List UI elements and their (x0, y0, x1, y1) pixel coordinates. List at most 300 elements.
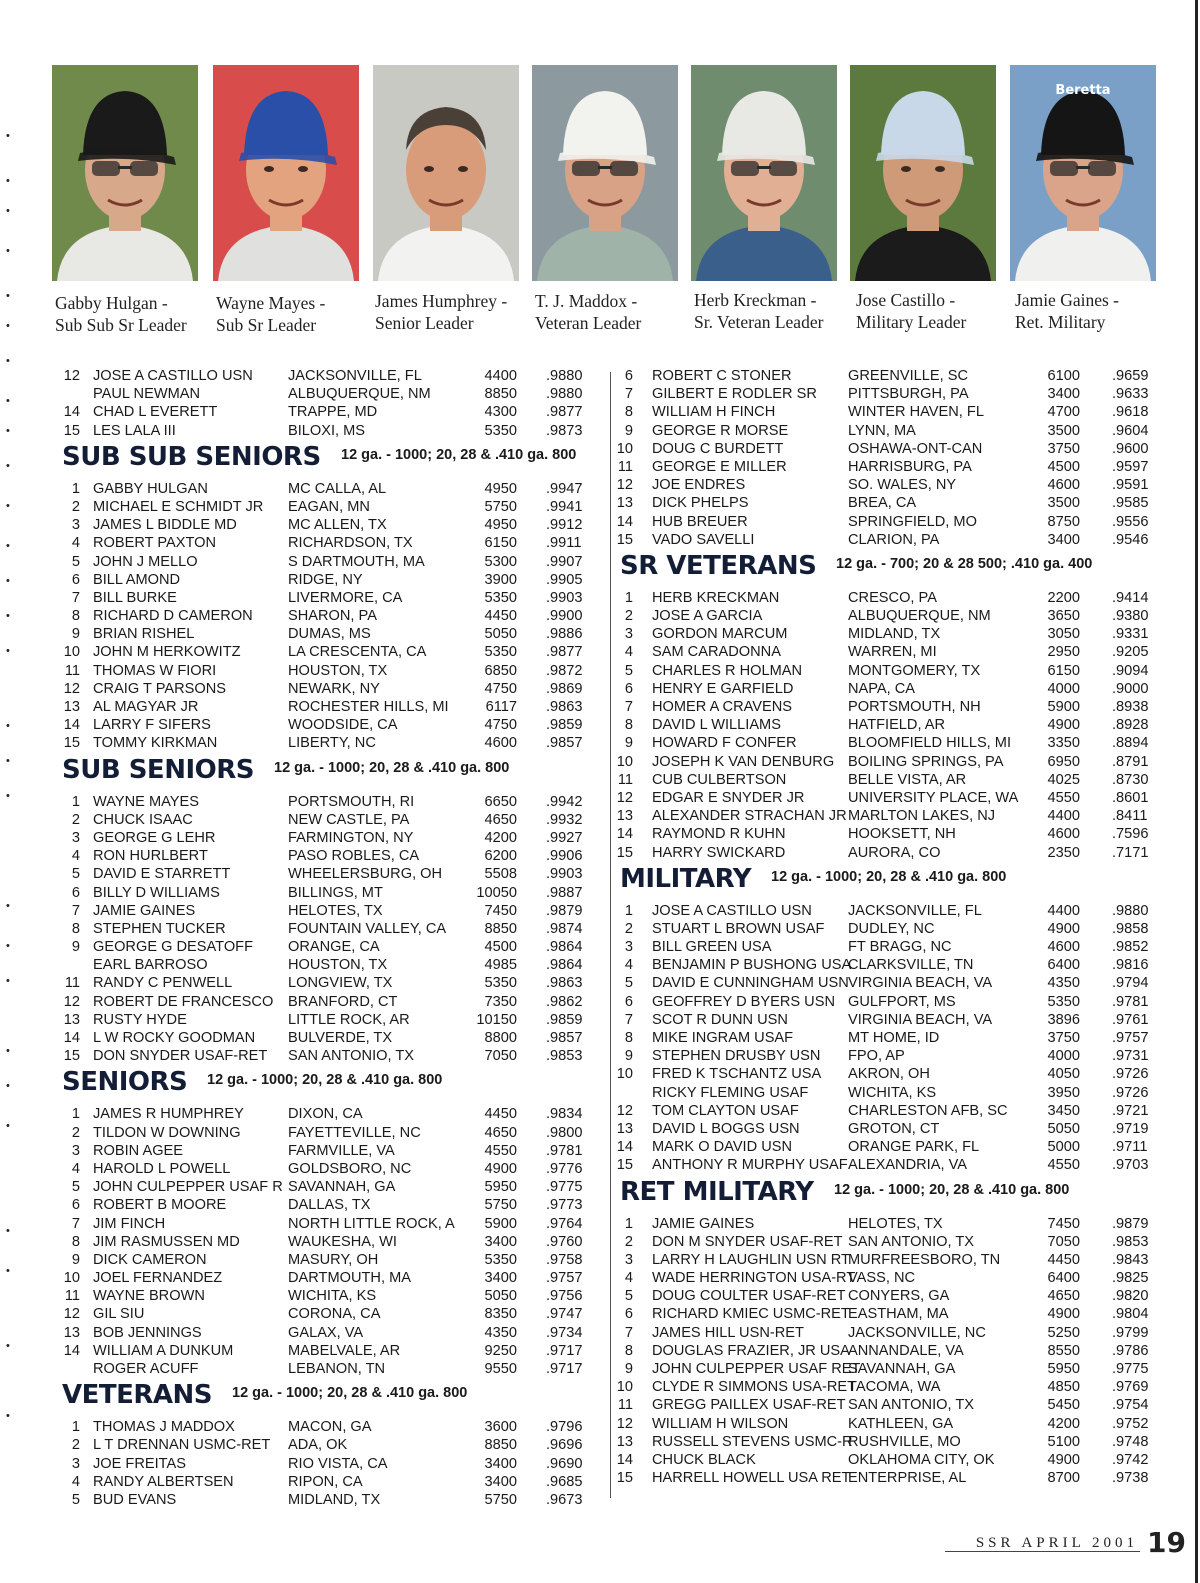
hometown: HELOTES, TX (288, 902, 383, 919)
targets: 4550 (1047, 1157, 1080, 1174)
average: .9912 (546, 517, 583, 534)
shooter-name: DAVID E STARRETT (93, 866, 231, 883)
hometown: SO. WALES, NY (848, 477, 957, 494)
margin-mark: • (6, 540, 10, 552)
targets: 5100 (1047, 1433, 1080, 1450)
rank: 8 (624, 717, 633, 734)
result-row (62, 589, 602, 607)
average: .9703 (1112, 1157, 1149, 1174)
average: .9880 (546, 386, 583, 403)
section-header (62, 1069, 602, 1105)
shooter-name: ROBERT B MOORE (93, 1197, 227, 1214)
shooter-name: WAYNE BROWN (93, 1288, 205, 1305)
targets: 4600 (484, 735, 517, 752)
shooter-name: CUB CULBERTSON (652, 771, 787, 788)
rank: 12 (616, 477, 633, 494)
hometown: TRAPPE, MD (288, 404, 378, 421)
rank: 3 (624, 939, 633, 956)
rank: 2 (71, 811, 80, 828)
hometown: BRANFORD, CT (288, 993, 398, 1010)
result-row (620, 1233, 1160, 1251)
shooter-name: JAMIE GAINES (93, 902, 196, 919)
rank: 2 (71, 1437, 80, 1454)
average: .9731 (1112, 1048, 1149, 1065)
average: .9756 (546, 1288, 583, 1305)
result-row (62, 1251, 602, 1269)
result-row (62, 643, 602, 661)
targets: 5250 (1047, 1324, 1080, 1341)
rank: 6 (624, 1306, 633, 1323)
rank: 1 (624, 589, 633, 606)
hometown: EASTHAM, MA (848, 1306, 949, 1323)
hometown: NORTH LITTLE ROCK, A (288, 1215, 455, 1232)
shooter-name: GORDON MARCUM (652, 626, 788, 643)
result-row (620, 716, 1160, 734)
result-row (620, 1029, 1160, 1047)
average: .9911 (546, 535, 582, 552)
result-row (62, 516, 602, 534)
shooter-name: JOE FREITAS (93, 1455, 186, 1472)
hometown: VASS, NC (848, 1270, 916, 1287)
shooter-name: RON HURLBERT (93, 848, 208, 865)
result-row (62, 1360, 602, 1378)
hometown: RIPON, CA (288, 1473, 363, 1490)
hometown: BULVERDE, TX (288, 1030, 393, 1046)
rank: 11 (64, 662, 80, 679)
targets: 4400 (1047, 808, 1080, 825)
average: .9717 (546, 1361, 583, 1377)
hometown: ALEXANDRIA, VA (848, 1157, 967, 1174)
average: .7596 (1112, 826, 1149, 843)
shooter-name: THOMAS W FIORI (93, 662, 217, 679)
hometown: NEWARK, NY (288, 680, 380, 697)
result-row (62, 1455, 602, 1473)
average: .9800 (546, 1124, 583, 1141)
average: .9000 (1112, 680, 1149, 697)
targets: 4750 (484, 680, 517, 697)
targets: 4600 (1047, 939, 1080, 956)
targets: 7350 (484, 993, 517, 1010)
shooter-name: EARL BARROSO (93, 957, 208, 974)
shooter-name: THOMAS J MADDOX (93, 1419, 235, 1436)
shooter-name: DAVID E CUNNINGHAM USN (652, 975, 849, 992)
average: .9618 (1112, 404, 1149, 421)
targets: 6150 (1047, 662, 1080, 679)
rank: 1 (71, 793, 80, 810)
shooter-name: DON SNYDER USAF-RET (93, 1048, 268, 1065)
shooter-name: WILLIAM H FINCH (652, 404, 776, 421)
shooter-name: EDGAR E SNYDER JR (652, 789, 805, 806)
shooter-name: GEORGE R MORSE (652, 422, 789, 439)
average: .9747 (546, 1306, 583, 1323)
average: .9825 (1112, 1270, 1149, 1287)
shooter-name: GABBY HULGAN (93, 480, 208, 497)
shooter-name: BILLY D WILLIAMS (93, 884, 220, 901)
rank: 5 (71, 866, 80, 883)
hometown: OKLAHOMA CITY, OK (848, 1451, 995, 1468)
shooter-name: WADE HERRINGTON USA-RT (652, 1270, 856, 1287)
targets: 5900 (1047, 699, 1080, 715)
margin-mark: • (6, 720, 10, 732)
average: .9927 (546, 829, 583, 846)
leader-photo (532, 65, 678, 281)
result-row (616, 1102, 1160, 1120)
hometown: ORANGE PARK, FL (848, 1139, 980, 1156)
page-number: 19 (1147, 1526, 1186, 1559)
hometown: VIRGINIA BEACH, VA (848, 1011, 993, 1028)
targets: 3750 (1047, 1030, 1080, 1046)
average: .9775 (1112, 1361, 1149, 1377)
hometown: NAPA, CA (848, 680, 916, 697)
result-row (62, 793, 602, 811)
targets: 4200 (1047, 1415, 1080, 1432)
rank: 7 (624, 1011, 633, 1028)
margin-mark: • (6, 460, 10, 472)
average: .9742 (1112, 1451, 1149, 1468)
shooter-name: DOUG C BURDETT (652, 440, 784, 457)
shooter-name: JOSEPH K VAN DENBURG (652, 753, 835, 770)
targets: 8800 (484, 1030, 517, 1046)
targets: 8700 (1047, 1470, 1080, 1487)
hometown: GROTON, CT (848, 1120, 940, 1137)
hometown: MC ALLEN, TX (288, 517, 387, 534)
hometown: LYNN, MA (848, 422, 916, 439)
targets: 4450 (484, 1106, 517, 1123)
average: .9853 (546, 1048, 583, 1065)
result-row (616, 1451, 1160, 1469)
rank: 5 (71, 553, 80, 570)
rank: 12 (63, 993, 80, 1010)
shooter-name: GEORGE E MILLER (652, 458, 787, 475)
result-row (616, 753, 1160, 771)
section-header (62, 1382, 602, 1418)
rank: 10 (63, 1270, 80, 1287)
shooter-name: JOSE A GARCIA (652, 608, 763, 625)
shooter-name: WILLIAM A DUNKUM (93, 1342, 234, 1359)
rank: 2 (624, 608, 633, 625)
hometown: CRESCO, PA (848, 589, 937, 606)
result-row (62, 993, 602, 1011)
margin-mark: • (6, 1340, 10, 1352)
rank: 10 (616, 1066, 633, 1083)
hometown: SAN ANTONIO, TX (848, 1397, 974, 1414)
shooter-name: RANDY ALBERTSEN (93, 1473, 234, 1490)
hometown: LEBANON, TN (288, 1361, 386, 1377)
result-row (62, 1178, 602, 1196)
result-row (62, 847, 602, 865)
targets: 5450 (1047, 1397, 1080, 1414)
shooter-name: TOMMY KIRKMAN (93, 735, 218, 752)
hometown: ALBUQUERQUE, NM (288, 386, 431, 403)
hometown: BLOOMFIELD HILLS, MI (848, 735, 1012, 752)
margin-mark: • (6, 355, 10, 367)
result-row (62, 902, 602, 920)
targets: 4700 (1047, 404, 1080, 421)
targets: 5300 (484, 553, 517, 570)
shooter-name: ROGER ACUFF (93, 1361, 199, 1377)
hometown: S DARTMOUTH, MA (288, 553, 425, 570)
targets: 4600 (1047, 477, 1080, 494)
hometown: WICHITA, KS (848, 1084, 937, 1101)
shooter-name: L W ROCKY GOODMAN (93, 1030, 256, 1046)
shooter-name: RANDY C PENWELL (93, 975, 233, 992)
average: .9857 (546, 735, 583, 752)
hometown: FPO, AP (848, 1048, 905, 1065)
rank: 9 (624, 1048, 633, 1065)
hometown: PASO ROBLES, CA (288, 848, 420, 865)
shooter-name: BUD EVANS (93, 1491, 177, 1508)
section-target-rule: 12 ga. - 1000; 20, 28 & .410 ga. 800 (771, 868, 1007, 885)
margin-mark: • (6, 1120, 10, 1132)
hometown: MIDLAND, TX (288, 1491, 381, 1508)
hometown: MABELVALE, AR (288, 1342, 401, 1359)
rank: 7 (71, 902, 80, 919)
targets: 4500 (1047, 458, 1080, 475)
average: .9633 (1112, 386, 1149, 403)
targets: 3650 (1047, 608, 1080, 625)
caption-title: Sub Sub Sr Leader (55, 315, 187, 335)
section-title: SUB SUB SENIORS (62, 441, 321, 472)
targets: 3400 (484, 1455, 517, 1472)
shooter-name: GREGG PAILLEX USAF-RET (652, 1397, 846, 1414)
section-target-rule: 12 ga. - 1000; 20, 28 & .410 ga. 800 (274, 759, 510, 776)
hometown: MURFREESBORO, TN (848, 1251, 1001, 1268)
caption-title: Military Leader (856, 312, 967, 332)
targets: 6150 (484, 535, 517, 552)
shooter-name: JAMES R HUMPHREY (93, 1106, 244, 1123)
margin-mark: • (6, 790, 10, 802)
targets: 4550 (1047, 789, 1080, 806)
section-header (620, 1176, 1160, 1215)
targets: 8550 (1047, 1342, 1080, 1359)
targets: 8850 (484, 920, 517, 937)
hometown: WOODSIDE, CA (288, 717, 398, 734)
shooter-name: AL MAGYAR JR (93, 699, 199, 715)
rank: 4 (71, 1473, 80, 1490)
targets: 4900 (1047, 1306, 1080, 1323)
result-row (62, 1047, 602, 1065)
rank: 12 (616, 789, 633, 806)
hometown: MC CALLA, AL (288, 480, 387, 497)
shooter-name: SAM CARADONNA (652, 644, 781, 661)
section-title: SUB SENIORS (62, 754, 254, 785)
average: .7171 (1112, 844, 1149, 861)
hometown: GULFPORT, MS (848, 993, 956, 1010)
section-title: VETERANS (62, 1380, 213, 1411)
rank: 6 (624, 368, 633, 384)
shooter-name: STUART L BROWN USAF (652, 920, 825, 937)
shooter-name: CHUCK BLACK (652, 1451, 756, 1468)
targets: 5050 (484, 626, 517, 643)
hometown: PORTSMOUTH, NH (848, 699, 981, 715)
average: .9877 (546, 644, 583, 661)
margin-mark: • (6, 1265, 10, 1277)
section-target-rule: 12 ga. - 1000; 20, 28 & .410 ga. 800 (341, 446, 577, 463)
average: .9604 (1112, 422, 1149, 439)
rank: 12 (616, 1415, 633, 1432)
rank: 6 (624, 680, 633, 697)
targets: 5508 (484, 866, 517, 883)
section-header (62, 441, 602, 480)
targets: 5750 (484, 1197, 517, 1214)
targets: 4200 (484, 829, 517, 846)
targets: 4500 (484, 939, 517, 956)
hometown: HARRISBURG, PA (848, 458, 972, 475)
shooter-name: LARRY H LAUGHLIN USN RT (652, 1251, 850, 1268)
targets: 4000 (1047, 680, 1080, 697)
shooter-name: DICK CAMERON (93, 1251, 207, 1268)
targets: 7450 (484, 902, 517, 919)
result-row (620, 1360, 1160, 1378)
caption-title: Sr. Veteran Leader (694, 312, 824, 332)
shooter-name: WILLIAM H WILSON (652, 1415, 789, 1432)
rank: 4 (624, 1270, 633, 1287)
shooter-name: JIM RASMUSSEN MD (93, 1233, 240, 1250)
shooter-name: CRAIG T PARSONS (93, 680, 226, 697)
average: .9872 (546, 662, 583, 679)
result-row (616, 440, 1160, 458)
average: .9414 (1112, 589, 1149, 606)
targets: 4450 (484, 608, 517, 625)
average: .9776 (546, 1160, 583, 1177)
shooter-name: TILDON W DOWNING (93, 1124, 241, 1141)
result-row (62, 367, 602, 385)
result-row (620, 938, 1160, 956)
result-row (620, 367, 1160, 385)
hometown: OSHAWA-ONT-CAN (848, 440, 983, 457)
targets: 3050 (1047, 626, 1080, 643)
hometown: PITTSBURGH, PA (848, 386, 969, 403)
rank: 10 (616, 440, 633, 457)
section-target-rule: 12 ga. - 1000; 20, 28 & .410 ga. 800 (207, 1072, 443, 1089)
hometown: LONGVIEW, TX (288, 975, 393, 992)
shooter-name: ROBIN AGEE (93, 1142, 184, 1159)
targets: 4850 (1047, 1379, 1080, 1396)
section-header (620, 863, 1160, 902)
result-row (62, 680, 602, 698)
average: .9820 (1112, 1288, 1149, 1305)
targets: 4000 (1047, 1048, 1080, 1065)
result-row (620, 607, 1160, 625)
result-row (616, 513, 1160, 531)
rank: 13 (616, 808, 633, 825)
targets: 5350 (1047, 993, 1080, 1010)
average: .9874 (546, 920, 583, 937)
hometown: FARMINGTON, NY (288, 829, 414, 846)
rank: 4 (71, 848, 80, 865)
result-row (620, 643, 1160, 661)
shooter-name: JOE ENDRES (652, 477, 746, 494)
rank: 15 (63, 735, 80, 752)
average: .9757 (546, 1270, 583, 1287)
rank: 5 (71, 1491, 80, 1508)
hometown: CLARKSVILLE, TN (848, 957, 974, 974)
hometown: SPRINGFIELD, MO (848, 513, 977, 530)
shooter-name: GEORGE G LEHR (93, 829, 216, 846)
rank: 7 (71, 1215, 80, 1232)
targets: 3900 (484, 571, 517, 588)
targets: 4650 (484, 811, 517, 828)
average: .9834 (546, 1106, 583, 1123)
average: .9947 (546, 480, 583, 497)
rank: 2 (624, 920, 633, 937)
targets: 6850 (484, 662, 517, 679)
shooter-name: SCOT R DUNN USN (652, 1011, 788, 1028)
result-row (62, 385, 602, 403)
rank: 12 (63, 1306, 80, 1323)
hometown: MARLTON LAKES, NJ (848, 808, 996, 825)
average: .9761 (1112, 1011, 1149, 1028)
targets: 4650 (1047, 1288, 1080, 1305)
result-row (620, 902, 1160, 920)
hometown: WAUKESHA, WI (288, 1233, 397, 1250)
hometown: JACKSONVILLE, FL (288, 368, 422, 384)
hometown: RICHARDSON, TX (288, 535, 413, 552)
result-row (62, 716, 602, 734)
average: .9903 (546, 866, 583, 883)
result-row (616, 1433, 1160, 1451)
average: .9786 (1112, 1342, 1149, 1359)
average: .9769 (1112, 1379, 1149, 1396)
result-row (62, 1029, 602, 1047)
margin-mark: • (6, 975, 10, 987)
rank: 4 (71, 535, 80, 552)
result-row (617, 458, 1160, 476)
rank: 6 (71, 1197, 80, 1214)
hometown: LIBERTY, NC (288, 735, 376, 752)
photo-caption (216, 292, 376, 336)
shooter-name: ALEXANDER STRACHAN JR (652, 808, 847, 825)
targets: 4600 (1047, 826, 1080, 843)
average: .8938 (1112, 699, 1149, 715)
targets: 4300 (484, 404, 517, 421)
shooter-name: VADO SAVELLI (652, 531, 755, 548)
result-row (62, 1342, 602, 1360)
rank: 7 (71, 589, 80, 606)
hometown: MT HOME, ID (848, 1030, 940, 1046)
margin-mark: • (6, 395, 10, 407)
rank: 11 (617, 458, 633, 475)
shooter-name: TOM CLAYTON USAF (652, 1102, 799, 1119)
average: .9758 (546, 1251, 583, 1268)
rank: 6 (71, 884, 80, 901)
average: .9773 (546, 1197, 583, 1214)
hometown: LIVERMORE, CA (288, 589, 403, 606)
hometown: NEW CASTLE, PA (288, 811, 410, 828)
average: .9754 (1112, 1397, 1149, 1414)
average: .9546 (1112, 531, 1149, 548)
results-column-right (616, 367, 1160, 1487)
hometown: SAN ANTONIO, TX (288, 1048, 414, 1065)
result-row (620, 974, 1160, 992)
average: .9906 (546, 848, 583, 865)
rank: 2 (71, 1124, 80, 1141)
targets: 3400 (484, 1270, 517, 1287)
targets: 4950 (484, 480, 517, 497)
hometown: SAVANNAH, GA (288, 1179, 396, 1196)
targets: 3400 (484, 1233, 517, 1250)
targets: 3950 (1047, 1084, 1080, 1101)
section-title: RET MILITARY (620, 1176, 814, 1207)
result-row (62, 607, 602, 625)
targets: 7050 (484, 1048, 517, 1065)
average: .9717 (546, 1342, 583, 1359)
targets: 4650 (484, 1124, 517, 1141)
shooter-name: CHAD L EVERETT (93, 404, 218, 421)
hometown: GREENVILLE, SC (848, 368, 969, 384)
average: .8730 (1112, 771, 1149, 788)
targets: 10050 (476, 884, 517, 901)
